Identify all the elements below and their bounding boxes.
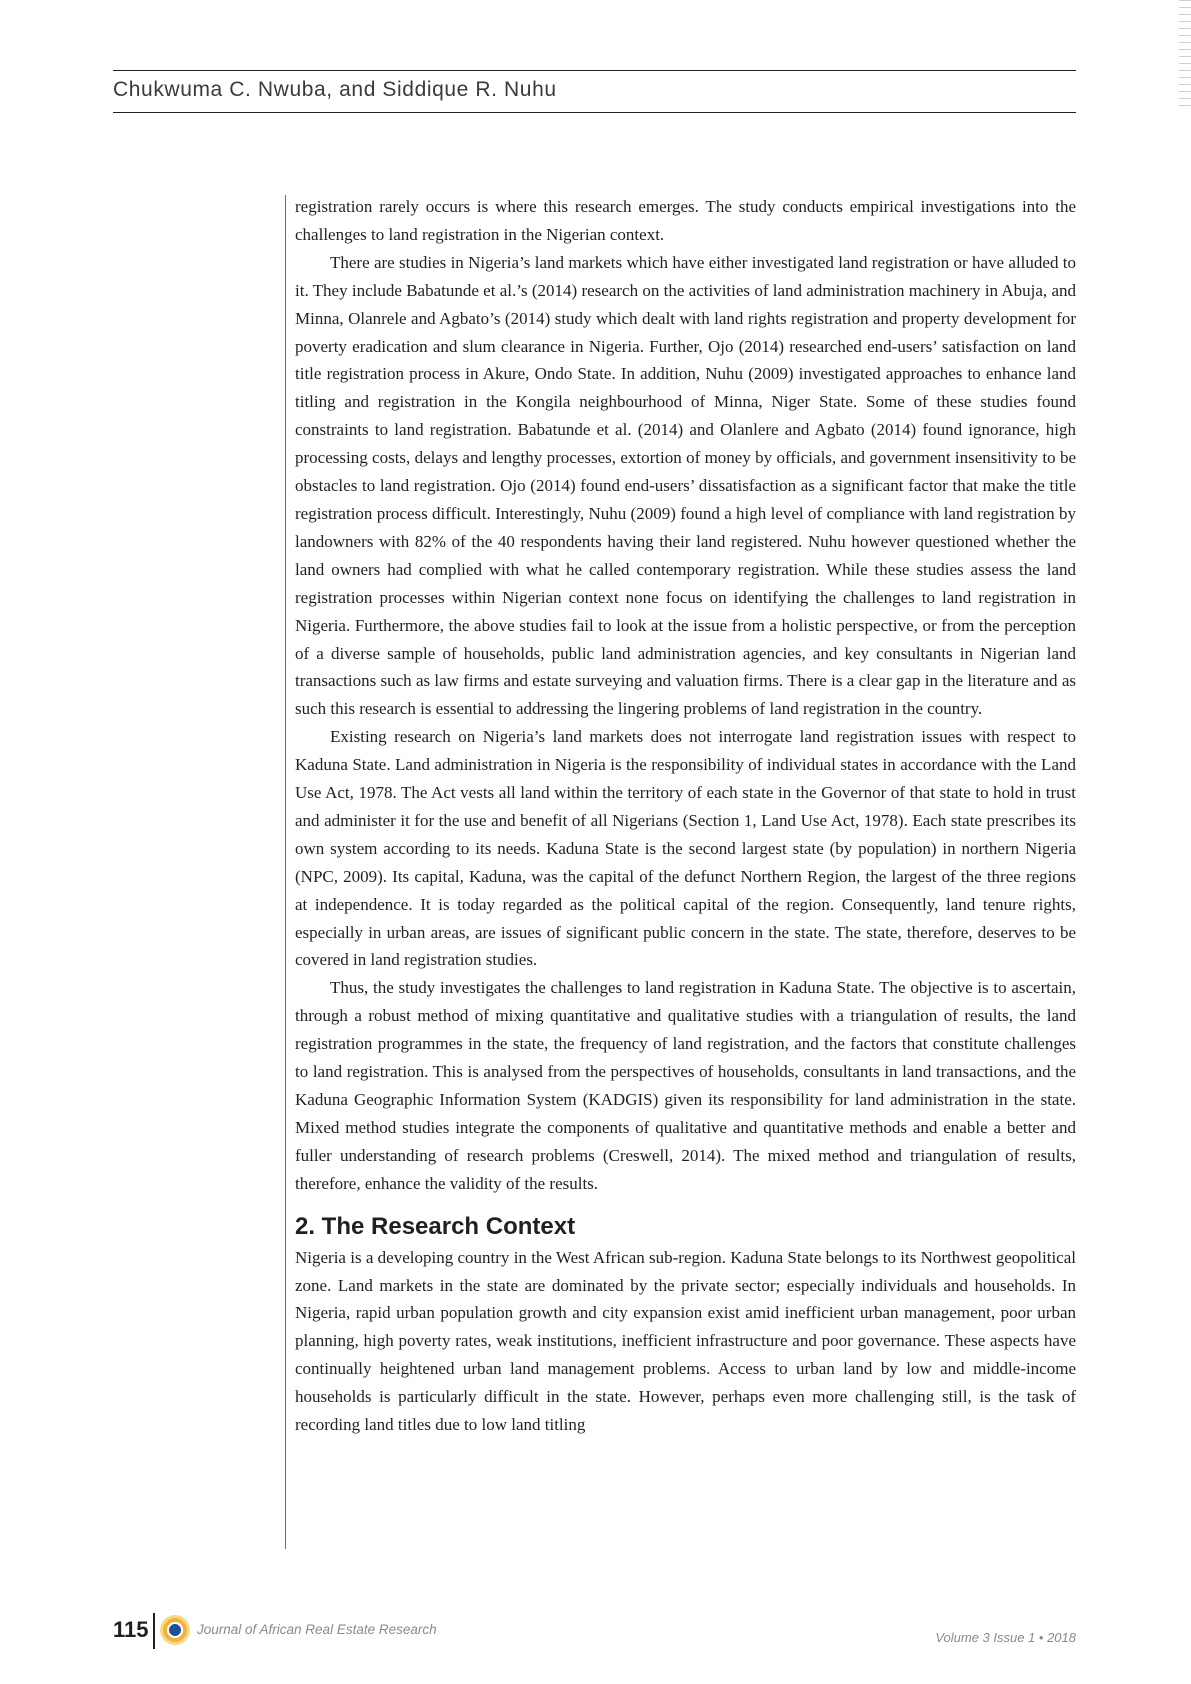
paragraph-research-context: Nigeria is a developing country in the West African sub-region. Kaduna State belongs to its Northwest geopolitical zone. Land markets in the state are dominated by the private sector; especially individuals and households. In Nigeria, rapid urban population growth and city expansion exist amid inefficient urban management, poor urban planning, high poverty rates, weak institutions, inefficient infrastructure and poor governance. These aspects have continually heightened urban land management problems. Access to urban land by low and middle-income households is particularly difficult in the state. However, perhaps even more challenging still, is the task of recording land titles due to low land titling [295,1247,1076,1435]
page-edge-marks [1179,0,1191,220]
paragraph-continuation: registration rarely occurs is where this research emerges. The study conducts empirical investigations into the challenges to land registration in the Nigerian context. [295,197,1076,244]
margin-vertical-rule [285,195,286,1549]
paragraph-prior-studies: There are studies in Nigeria’s land markets which have either investigated land registration or have alluded to it. They include Babatunde et al.’s (2014) research on the activities of land administration machinery in Abuja, and Minna, Olanrele and Agbato’s (2014) study which dealt with land rights registration and property development for poverty eradication and slum clearance in Nigeria. Further, Ojo (2014) researched end-users’ satisfaction on land title registration process in Akure, Ondo State. In addition, Nuhu (2009) investigated approaches to enhance land titling and registration in the Kongila neighbourhood of Minna, Niger State. Some of these studies found constraints to land registration. Babatunde et al. (2014) and Olanlere and Agbato (2014) found ignorance, high processing costs, delays and lengthy processes, extortion of money by officials, and government insensitivity to be obstacles to land registration. Ojo (2014) found end-users’ dissatisfaction as a significant factor that make the title registration process difficult. Interestingly, Nuhu (2009) found a high level of compliance with land registration by landowners with 82% of the 40 respondents having their land registered. Nuhu however questioned whether the land owners had complied with what he called contemporary registration. While these studies assess the land registration processes within Nigerian context none focus on identifying the challenges to land registration in Nigeria. Furthermore, the above studies fail to look at the issue from a holistic perspective, or from the perception of a diverse sample of households, public land administration agencies, and key consultants in Nigerian land transactions such as law firms and estate surveying and valuation firms. There is a clear gap in the literature and as such this research is essential to addressing the lingering problems of land registration in the country. [295,252,1076,719]
paragraph-kaduna-state: Existing research on Nigeria’s land markets does not interrogate land registration issues with respect to Kaduna State. Land administration in Nigeria is the responsibility of individual states in accordance with the Land Use Act, 1978. The Act vests all land within the territory of each state in the Governor of that state to hold in trust and administer it for the use and benefit of all Nigerians (Section 1, Land Use Act, 1978). Each state prescribes its own system according to its needs. Kaduna State is the second largest state (by population) in northern Nigeria (NPC, 2009). Its capital, Kaduna, was the capital of the defunct Northern Region, the largest of the three regions at independence. It is today regarded as the political capital of the region. Consequently, land tenure rights, especially in urban areas, are issues of significant public concern in the state. The state, therefore, deserves to be covered in land registration studies. [295,727,1076,970]
body-text-column [295,193,1076,1557]
footer-vertical-rule [153,1613,155,1649]
header-bottom-rule [113,112,1076,113]
section-heading: 2. The Research Context [295,1212,576,1240]
journal-name: Journal of African Real Estate Research [197,1622,437,1637]
paragraph-study-objective: Thus, the study investigates the challenges to land registration in Kaduna State. The objective is to ascertain, through a robust method of mixing quantitative and qualitative studies with a triangulation of results, the land registration programmes in the state, the frequency of land registration, and the factors that constitute challenges to land registration. This is analysed from the perspectives of households, consultants in land transactions, and the Kaduna Geographic Information System (KADGIS) given its responsibility for land administration in the state. Mixed method studies integrate the components of qualitative and quantitative methods and enable a better and fuller understanding of research problems (Creswell, 2014). The mixed method and triangulation of results, therefore, enhance the validity of the results. [295,978,1076,1193]
page-number: 115 [113,1617,149,1642]
issue-info: Volume 3 Issue 1 • 2018 [935,1630,1076,1645]
running-head-authors: Chukwuma C. Nwuba, and Siddique R. Nuhu [113,78,557,101]
page-footer [113,1613,1076,1653]
header-top-rule [113,70,1076,71]
journal-logo-icon [160,1615,190,1645]
